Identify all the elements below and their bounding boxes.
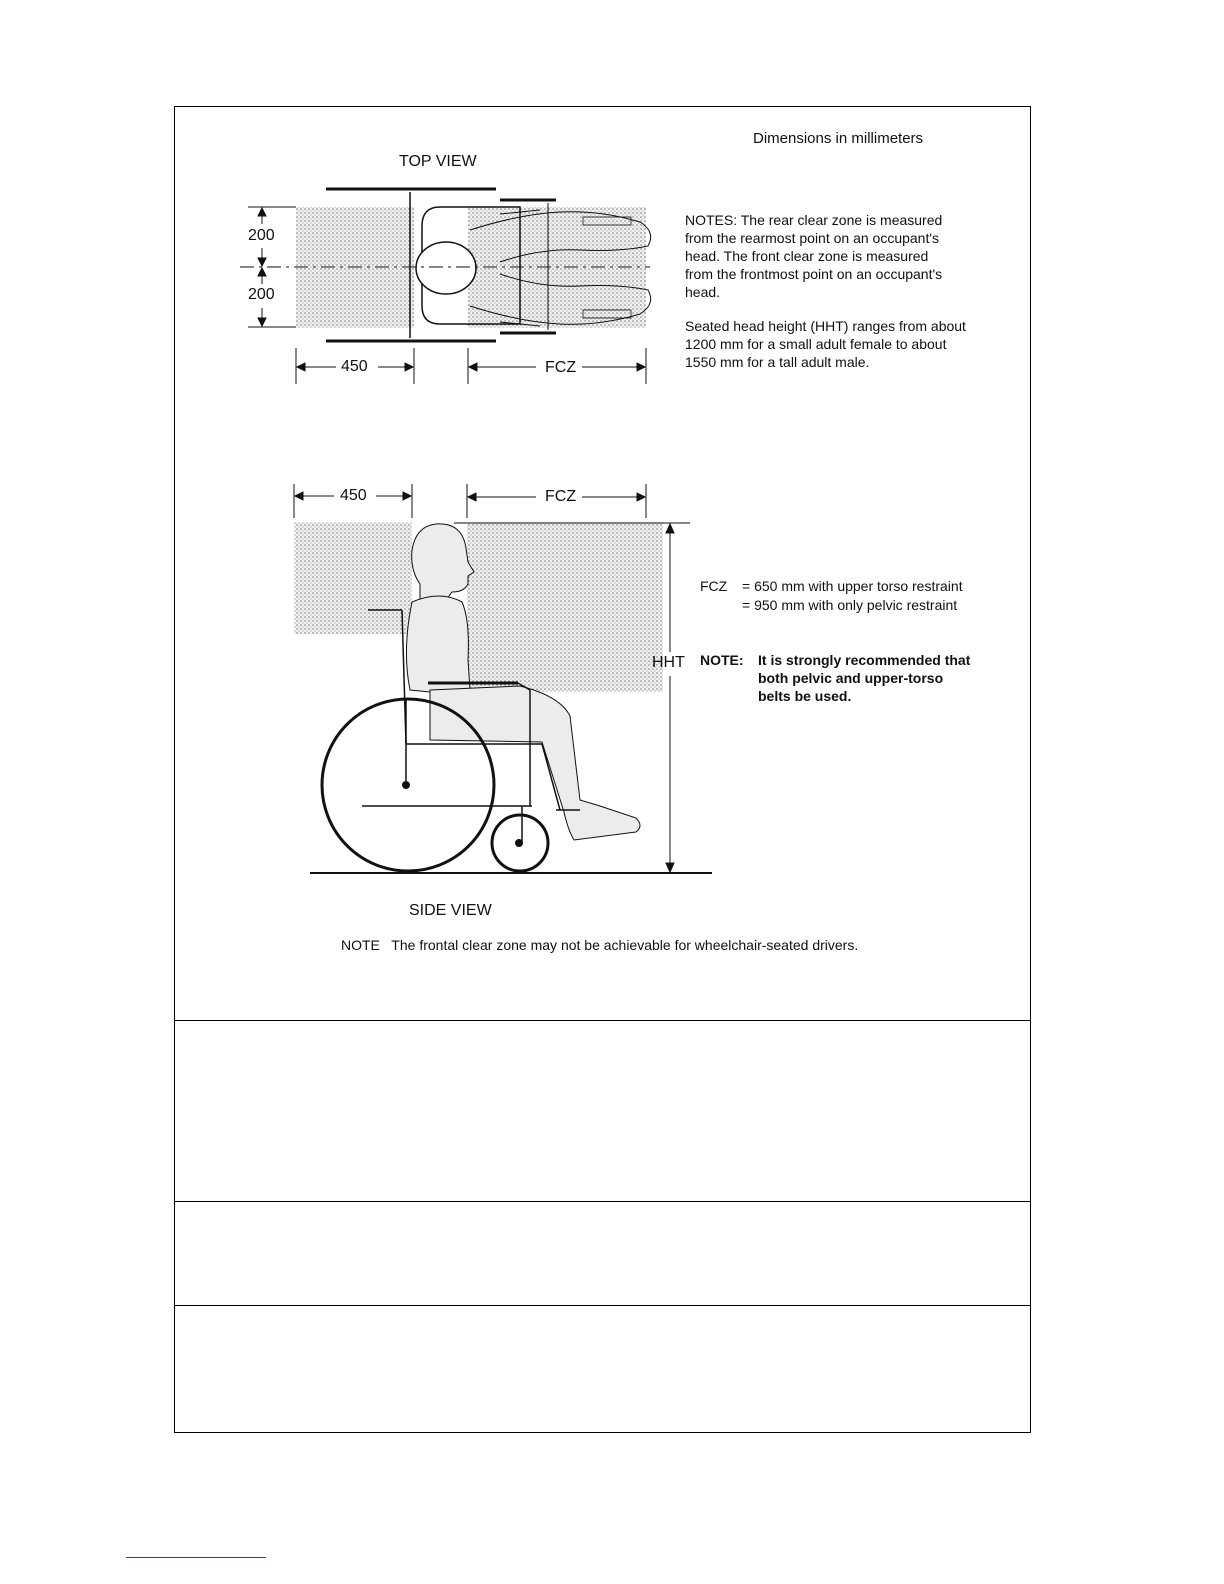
units-note: Dimensions in millimeters	[753, 130, 924, 147]
bottom-note: NOTE The frontal clear zone may not be achievable for wheelchair-seated drivers.	[341, 937, 859, 953]
top-view-dim-upper: 200	[248, 227, 275, 244]
fcz-def-eq2: = 950 mm with only pelvic restraint	[742, 597, 958, 613]
side-view-dim-front: FCZ	[545, 488, 577, 505]
hht-label: HHT	[652, 654, 685, 671]
top-note-line: from the frontmost point on an occupant's	[685, 266, 943, 282]
top-view-dim-front: FCZ	[545, 359, 577, 376]
footnote-separator	[126, 1557, 266, 1558]
fcz-def-eq1: = 650 mm with upper torso restraint	[742, 578, 963, 594]
top-view-dim-lower: 200	[248, 286, 275, 303]
top-notes	[685, 211, 942, 301]
fcz-def-label: FCZ	[700, 578, 728, 594]
top-note-line: head. The front clear zone is measured	[685, 248, 929, 264]
top-note-line: NOTES: The rear clear zone is measured	[685, 212, 943, 228]
note-bold-label: NOTE:	[700, 652, 744, 668]
side-view-dim-rear: 450	[340, 487, 367, 504]
note-bold-line: It is strongly recommended that	[758, 652, 971, 668]
side-view-wheel-hubs	[402, 781, 523, 847]
side-view-rear-zone	[294, 522, 412, 634]
top-note-line: head.	[685, 284, 721, 300]
note-bold-line: belts be used.	[758, 688, 852, 704]
hht-note-line: Seated head height (HHT) ranges from about	[685, 318, 966, 334]
hht-note-line: 1550 mm for a tall adult male.	[685, 354, 870, 370]
side-view-title: SIDE VIEW	[409, 902, 492, 919]
top-note-line: from the rearmost point on an occupant's	[685, 230, 940, 246]
top-view-title: TOP VIEW	[399, 153, 477, 170]
hht-notes	[685, 317, 966, 371]
hht-note-line: 1200 mm for a small adult female to about	[685, 336, 947, 352]
note-bold-line: both pelvic and upper-torso	[758, 670, 944, 686]
side-view-front-zone	[467, 522, 663, 692]
top-view-dim-rear: 450	[341, 358, 368, 375]
